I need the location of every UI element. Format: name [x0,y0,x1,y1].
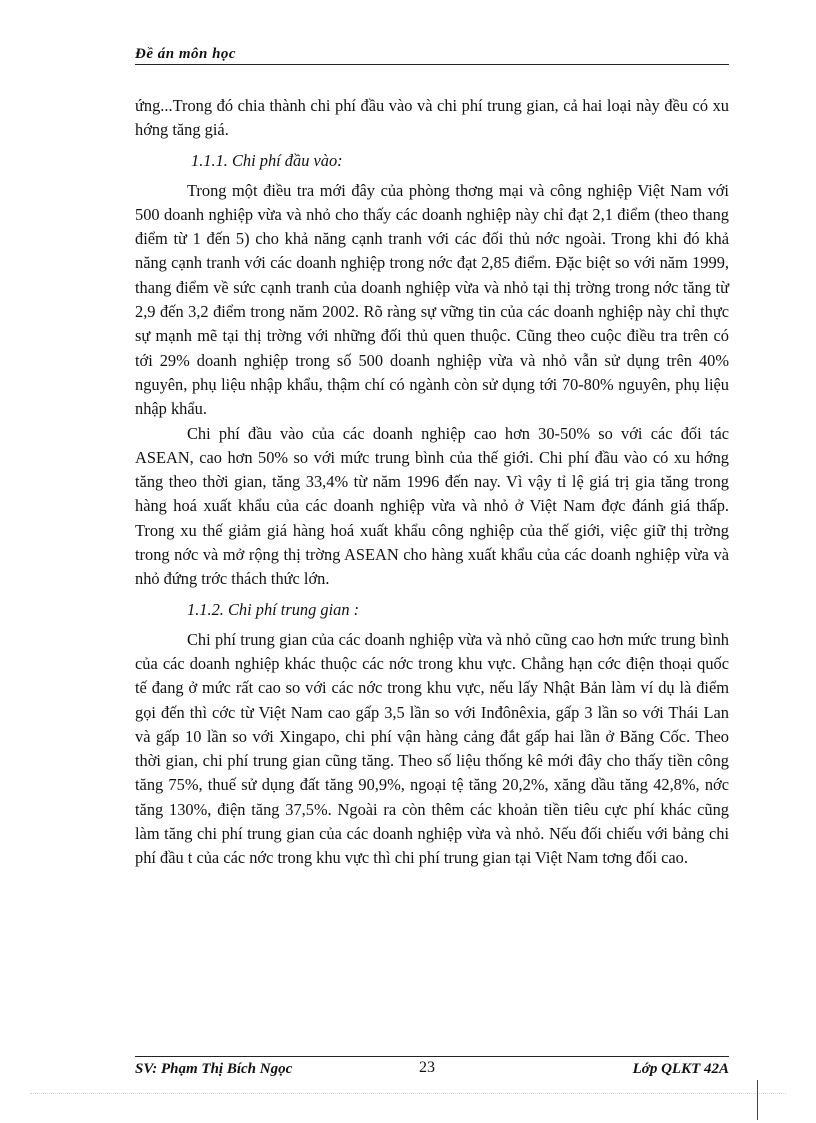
page-edge-dotted-line [30,1093,786,1094]
paragraph-survey: Trong một điều tra mới đây của phòng thơng mại và công nghiệp Việt Nam với 500 doanh nghiệp vừa và nhỏ cho thấy các doanh nghiệp này chỉ đạt 2,1 điểm (theo thang điểm từ 1 đến 5) cho khả năng cạnh tranh với các đối thủ nớc ngoài. Trong khi đó khả năng cạnh tranh với các doanh nghiệp trong nớc đạt 2,85 điểm. Đặc biệt so với năm 1999, thang điểm về sức cạnh tranh của doanh nghiệp vừa và nhỏ tại thị trờng trong nớc tăng từ 2,9 đến 3,2 điểm trong năm 2002. Rõ ràng sự vững tin của các doanh nghiệp này chỉ thực sự mạnh mẽ tại thị trờng với những đối thủ quen thuộc. Cũng theo cuộc điều tra trên có tới 29% doanh nghiệp trong số 500 doanh nghiệp vừa và nhỏ vẫn sử dụng trên 40% nguyên, phụ liệu nhập khẩu, thậm chí có ngành còn sử dụng tới 70-80% nguyên, phụ liệu nhập khẩu. [135,180,729,419]
paragraph-intermediate-costs: Chi phí trung gian của các doanh nghiệp vừa và nhỏ cũng cao hơn mức trung bình của các doanh nghiệp khác thuộc các nớc trong khu vực. Chẳng hạn cớc điện thoại quốc tế đang ở mức rất cao so với các nớc trong khu vực, nếu lấy Nhật Bản làm ví dụ là điểm gọi đến thì cớc từ Việt Nam cao gấp 3,5 lần so với Inđônêxia, gấp 3 lần so với Thái Lan và gấp 10 lần so với Xingapo, chi phí vận hàng cảng đắt gấp hai lần ở Băng Cốc. Theo thời gian, chi phí trung gian cũng tăng. Theo số liệu thống kê mới đây cho thấy tiền công tăng 75%, thuế sử dụng đất tăng 90,9%, ngoại tệ tăng 20,2%, xăng dầu tăng 42,8%, nớc tăng 130%, điện tăng 37,5%. Ngoài ra còn thêm các khoản tiền tiêu cực phí khác cũng làm tăng chi phí trung gian của các doanh nghiệp vừa và nhỏ. Nếu đối chiếu với bảng chi phí đầu t của các nớc trong khu vực thì chi phí trung gian tại Việt Nam tơng đối cao. [135,629,729,868]
page-footer [135,1056,729,1079]
page-header [135,44,729,65]
section-heading-intermediate-costs: 1.1.2. Chi phí trung gian : [187,599,360,619]
document-body [135,94,729,871]
paragraph-continuation: ứng...Trong đó chia thành chi phí đầu vào và chi phí trung gian, cả hai loại này đều có xu hớng tăng giá. [135,96,729,140]
page-corner-line [757,1080,758,1120]
section-heading-input-costs: 1.1.1. Chi phí đầu vào: [191,150,343,170]
header-title: Đề án môn học [135,46,237,62]
paragraph-input-costs: Chi phí đầu vào của các doanh nghiệp cao hơn 30-50% so với các đối tác ASEAN, cao hơn 50% so với mức trung bình của thế giới. Chi phí đầu vào có xu hớng tăng theo thời gian, tăng 33,4% từ năm 1996 đến nay. Vì vậy tỉ lệ giá trị gia tăng trong hàng hoá xuất khẩu của các doanh nghiệp vừa và nhỏ ở Việt Nam đợc đánh giá thấp. Trong xu thế giảm giá hàng hoá xuất khẩu công nghiệp của thế giới, việc giữ thị trờng trong nớc và mở rộng thị trờng ASEAN cho hàng xuất khẩu của các doanh nghiệp vừa và nhỏ đứng trớc thách thức lớn. [135,423,729,589]
footer-class: Lớp QLKT 42A [632,1061,729,1077]
footer-author: SV: Phạm Thị Bích Ngọc [135,1061,293,1077]
page-number: 23 [419,1059,435,1076]
